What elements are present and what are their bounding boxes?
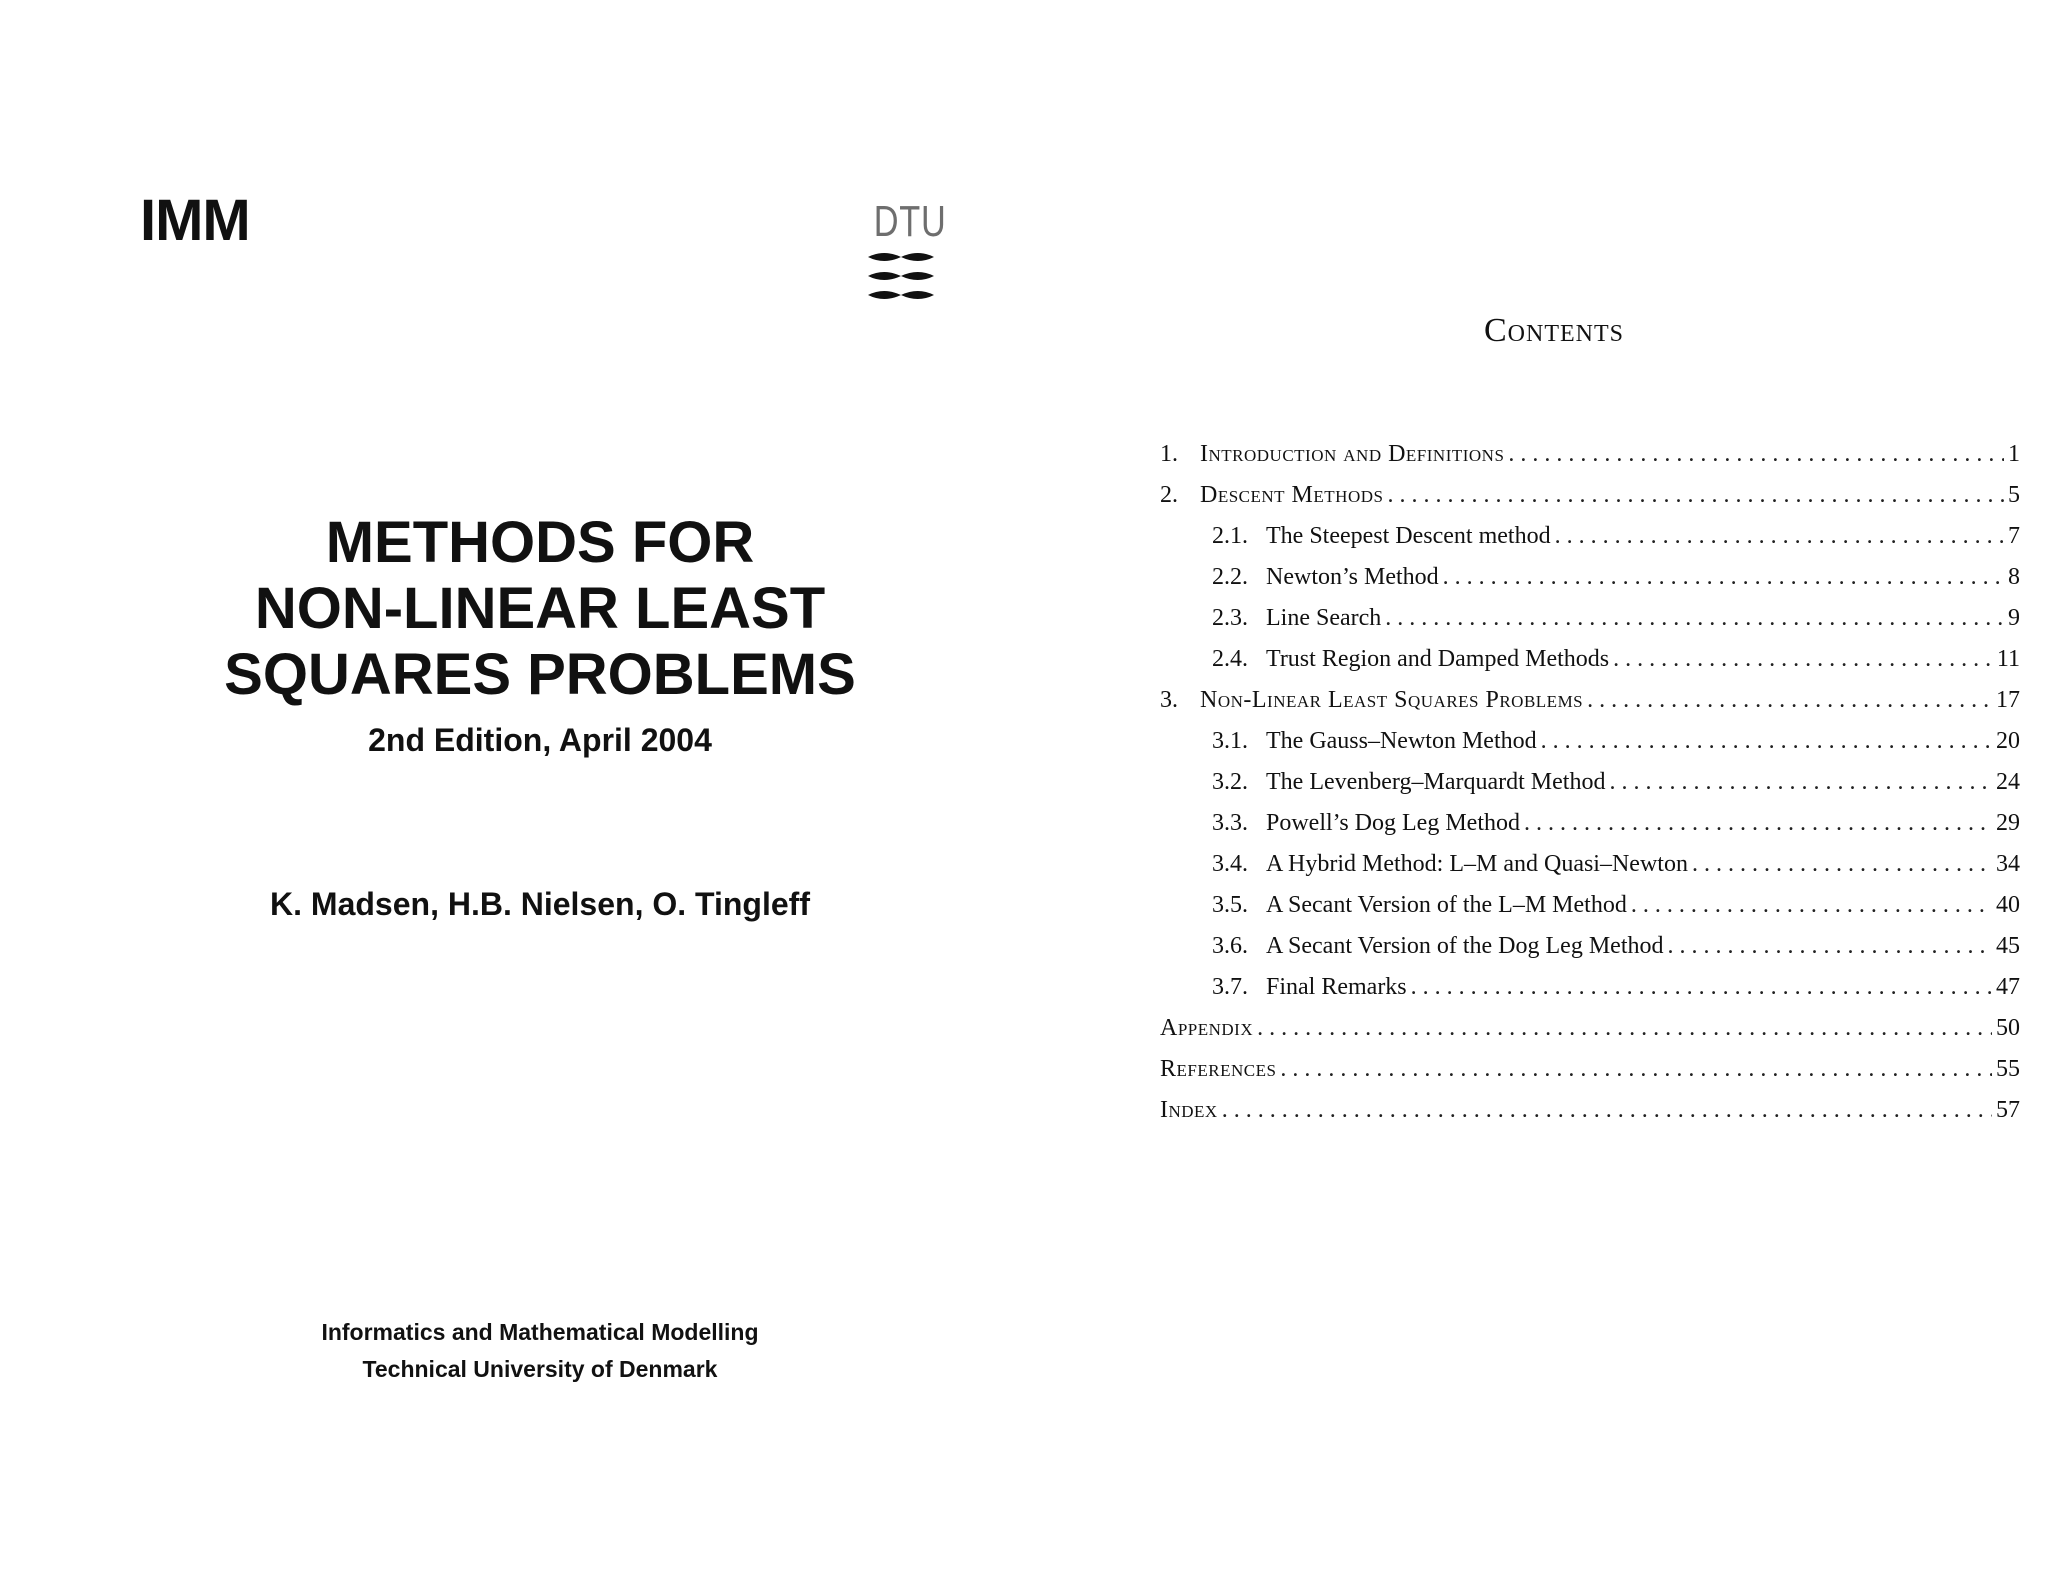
toc-page-number: 55 [1996, 1056, 2020, 1082]
toc-page-number: 17 [1996, 687, 2020, 713]
title-line: METHODS FOR [325, 510, 755, 575]
toc-entry-label: Appendix [1160, 1015, 1254, 1041]
toc-page-number: 20 [1996, 728, 2020, 754]
toc-entry-label: Trust Region and Damped Methods [1266, 646, 1610, 672]
institution-line: Informatics and Mathematical Modelling [321, 1319, 759, 1345]
toc-page-number: 47 [1996, 974, 2020, 1000]
toc-leader-dots [1587, 680, 1992, 721]
toc-entry[interactable] [1160, 639, 2020, 680]
toc-page-number: 7 [2008, 523, 2020, 549]
toc-page-number: 8 [2008, 564, 2020, 590]
toc-entry[interactable] [1160, 844, 2020, 885]
toc-entry-number: 1. [1160, 441, 1178, 467]
toc-entry-number: 3.2. [1212, 769, 1248, 795]
dtu-waves-icon [866, 250, 936, 302]
institution [140, 1314, 940, 1388]
toc-entry-label: Newton’s Method [1266, 564, 1439, 590]
authors: K. Madsen, H.B. Nielsen, O. Tingleff [270, 886, 810, 922]
toc-leader-dots [1280, 1049, 1992, 1090]
toc-entry-number: 2. [1160, 482, 1178, 508]
toc-entry[interactable] [1160, 475, 2020, 516]
toc-entry-label: Introduction and Definitions [1200, 441, 1505, 467]
toc-leader-dots [1609, 762, 1992, 803]
toc-entry-label: A Secant Version of the L–M Method [1266, 892, 1627, 918]
toc-entry-number: 3.5. [1212, 892, 1248, 918]
toc-leader-dots [1222, 1090, 1992, 1131]
toc-leader-dots [1668, 926, 1993, 967]
toc-entry-label: A Secant Version of the Dog Leg Method [1266, 933, 1664, 959]
toc-leader-dots [1443, 557, 2004, 598]
toc-leader-dots [1613, 639, 1993, 680]
table-of-contents [1160, 434, 2020, 1131]
toc-entry[interactable] [1160, 1049, 2020, 1090]
toc-entry[interactable] [1160, 434, 2020, 475]
toc-entry-label: The Gauss–Newton Method [1266, 728, 1537, 754]
toc-entry-number: 2.2. [1212, 564, 1248, 590]
toc-page-number: 45 [1996, 933, 2020, 959]
toc-entry-label: Descent Methods [1200, 482, 1384, 508]
toc-entry[interactable] [1160, 1090, 2020, 1131]
toc-entry-label: Non-Linear Least Squares Problems [1200, 687, 1584, 713]
toc-leader-dots [1385, 598, 2004, 639]
book-title [140, 510, 940, 708]
toc-entry[interactable] [1160, 967, 2020, 1008]
toc-entry-label: Powell’s Dog Leg Method [1266, 810, 1520, 836]
toc-page-number: 40 [1996, 892, 2020, 918]
toc-leader-dots [1524, 803, 1992, 844]
contents-page [1060, 0, 2048, 1582]
toc-leader-dots [1541, 721, 1992, 762]
toc-entry-label: Index [1160, 1097, 1218, 1123]
toc-page-number: 50 [1996, 1015, 2020, 1041]
toc-entry[interactable] [1160, 721, 2020, 762]
title-line: NON-LINEAR LEAST [254, 576, 826, 641]
imm-logo: IMM [140, 188, 250, 253]
toc-page-number: 57 [1996, 1097, 2020, 1123]
toc-page-number: 9 [2008, 605, 2020, 631]
toc-entry-label: A Hybrid Method: L–M and Quasi–Newton [1266, 851, 1688, 877]
toc-page-number: 24 [1996, 769, 2020, 795]
toc-entry-number: 3.3. [1212, 810, 1248, 836]
toc-leader-dots [1508, 434, 2004, 475]
toc-entry[interactable] [1160, 885, 2020, 926]
toc-entry-label: The Levenberg–Marquardt Method [1266, 769, 1606, 795]
toc-entry[interactable] [1160, 926, 2020, 967]
toc-page-number: 5 [2008, 482, 2020, 508]
toc-entry-label: The Steepest Descent method [1266, 523, 1551, 549]
toc-leader-dots [1692, 844, 1992, 885]
edition: 2nd Edition, April 2004 [368, 722, 712, 758]
toc-leader-dots [1631, 885, 1992, 926]
toc-entry-number: 3.4. [1212, 851, 1248, 877]
toc-leader-dots [1555, 516, 2004, 557]
toc-entry[interactable] [1160, 516, 2020, 557]
institution-line: Technical University of Denmark [362, 1356, 718, 1382]
toc-page-number: 34 [1996, 851, 2020, 877]
toc-entry-number: 3. [1160, 687, 1178, 713]
toc-entry-number: 2.1. [1212, 523, 1248, 549]
toc-entry[interactable] [1160, 680, 2020, 721]
toc-page-number: 1 [2008, 441, 2020, 467]
toc-entry-label: Final Remarks [1266, 974, 1407, 1000]
toc-entry-number: 3.7. [1212, 974, 1248, 1000]
toc-entry-label: References [1160, 1056, 1277, 1082]
toc-entry-number: 3.6. [1212, 933, 1248, 959]
toc-leader-dots [1257, 1008, 1992, 1049]
toc-entry[interactable] [1160, 803, 2020, 844]
toc-page-number: 29 [1996, 810, 2020, 836]
toc-entry[interactable] [1160, 762, 2020, 803]
toc-entry-number: 3.1. [1212, 728, 1248, 754]
toc-entry[interactable] [1160, 598, 2020, 639]
toc-leader-dots [1411, 967, 1992, 1008]
toc-entry-number: 2.4. [1212, 646, 1248, 672]
toc-entry-number: 2.3. [1212, 605, 1248, 631]
toc-entry[interactable] [1160, 557, 2020, 598]
toc-leader-dots [1387, 475, 2004, 516]
toc-page-number: 11 [1996, 646, 2020, 672]
toc-entry-label: Line Search [1266, 605, 1382, 631]
contents-heading: Contents [1483, 312, 1624, 349]
toc-entry[interactable] [1160, 1008, 2020, 1049]
dtu-logo [866, 197, 947, 302]
dtu-logo-text: DTU [873, 197, 947, 246]
title-line: SQUARES PROBLEMS [224, 642, 856, 707]
